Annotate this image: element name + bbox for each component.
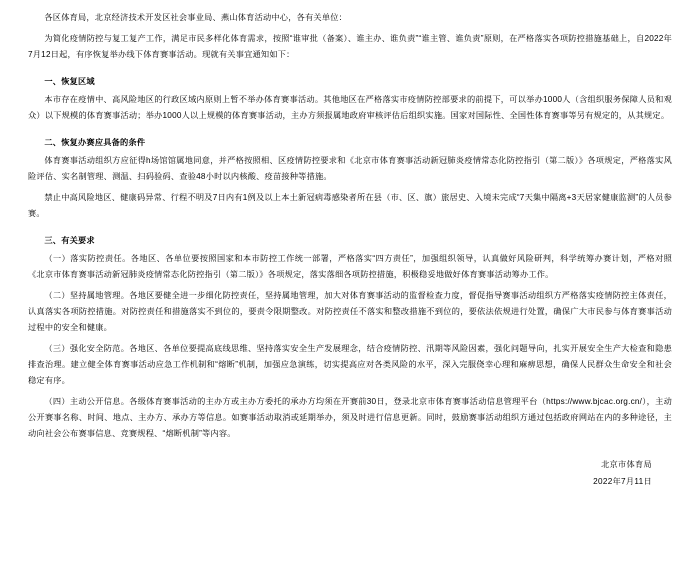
document-body bbox=[28, 10, 672, 490]
section-3-paragraph-1: （一）落实防控责任。各地区、各单位要按照国家和本市防控工作统一部署，严格落实“四方责任”，加强组织领导，认真做好风险研判，科学统筹办赛计划，严格对照《北京市体育赛事活动新冠肺炎疫情常态化防控指引（第二版）》各项规定，落实落细各项防控措施，积极稳妥地做好体育赛事活动筹办工作。 bbox=[28, 253, 672, 279]
section-3-paragraph-3: （三）强化安全防范。各地区、各单位要提高底线思维、坚持落实安全生产发展理念，结合疫情防控、汛期等风险因素，强化问题导向，扎实开展安全生产大检查和隐患排查治理。建立健全体育赛事活动应急工作机制和“熔断”机制，加强应急演练，切实提高应对各类风险的水平，深入完服侥幸心理和麻痹思想，确保人民群众生命安全和社会稳定有序。 bbox=[28, 343, 672, 385]
section-heading-2: 二、恢复办赛应具备的条件 bbox=[44, 137, 146, 147]
section-heading-3: 三、有关要求 bbox=[44, 235, 95, 245]
section-3-paragraph-2: （二）坚持属地管理。各地区要健全进一步细化防控责任，坚持属地管理，加大对体育赛事活动的监督检查力度，督促指导赛事活动组织方严格落实疫情防控主体责任，认真落实各项防控措施。对防控责任和措施落实不到位的，要责令限期整改。对防控责任不落实和整改措施不到位的，要依法依规进行处置，确保广大市民参与体育赛事活动过程中的安全和健康。 bbox=[28, 290, 672, 332]
section-2-paragraph-2: 禁止中高风险地区、健康码异常、行程不明及7日内有1例及以上本土新冠病毒感染者所在县（市、区、旗）旅居史、入境未完成“7天集中隔离+3天居家健康监测”的人员参赛。 bbox=[28, 192, 672, 218]
signature-block bbox=[28, 456, 672, 490]
signature-date: 2022年7月11日 bbox=[593, 476, 652, 486]
intro-paragraph: 为简化疫情防控与复工复产工作，满足市民多样化体育需求，按照“谁审批（备案）、谁主办、谁负责”“谁主管、谁负责”原则，在严格落实各项防控措施基础上，自2022年7月12日起，有序恢复举办线下体育赛事活动。现就有关事宜通知如下： bbox=[28, 33, 672, 59]
section-3-paragraph-4: （四）主动公开信息。各级体育赛事活动的主办方或主办方委托的承办方均须在开赛前30日，登录北京市体育赛事活动信息管理平台（https://www.bjcac.org.cn/），主动公开赛事名称、时间、地点、主办方、承办方等信息。如赛事活动取消或延期举办，须及时进行信息更新。同时，鼓励赛事活动组织方通过包括政府网站在内的多种途径，主动向社会公布赛事信息、竞赛规程、“熔断机制”等内容。 bbox=[28, 396, 672, 438]
recipients-line: 各区体育局，北京经济技术开发区社会事业局、燕山体育活动中心，各有关单位： bbox=[44, 13, 348, 22]
signature-issuer: 北京市体育局 bbox=[601, 459, 652, 469]
section-2-paragraph-1: 体育赛事活动组织方应征得h场馆馆属地同意，并严格按照相、区疫情防控要求和《北京市体育赛事活动新冠肺炎疫情常态化防控指引（第二版）》各项规定，严格落实风险评估、实名制管理、测温、扫码验码、查验48小时以内核酸、疫苗接种等措施。 bbox=[28, 155, 672, 181]
section-1-paragraph-1: 本市存在疫情中、高风险地区的行政区域内原则上暂不举办体育赛事活动。其他地区在严格落实市疫情防控部要求的前提下，可以举办1000人（含组织服务保障人员和观众）以下规模的体育赛事活动；举办1000人以上规模的体育赛事活动，主办方须报属地政府审核评估后组织实施。国家对国际性、全国性体育赛事等另有规定的，从其规定。 bbox=[28, 94, 672, 120]
section-heading-1: 一、恢复区域 bbox=[44, 76, 95, 86]
